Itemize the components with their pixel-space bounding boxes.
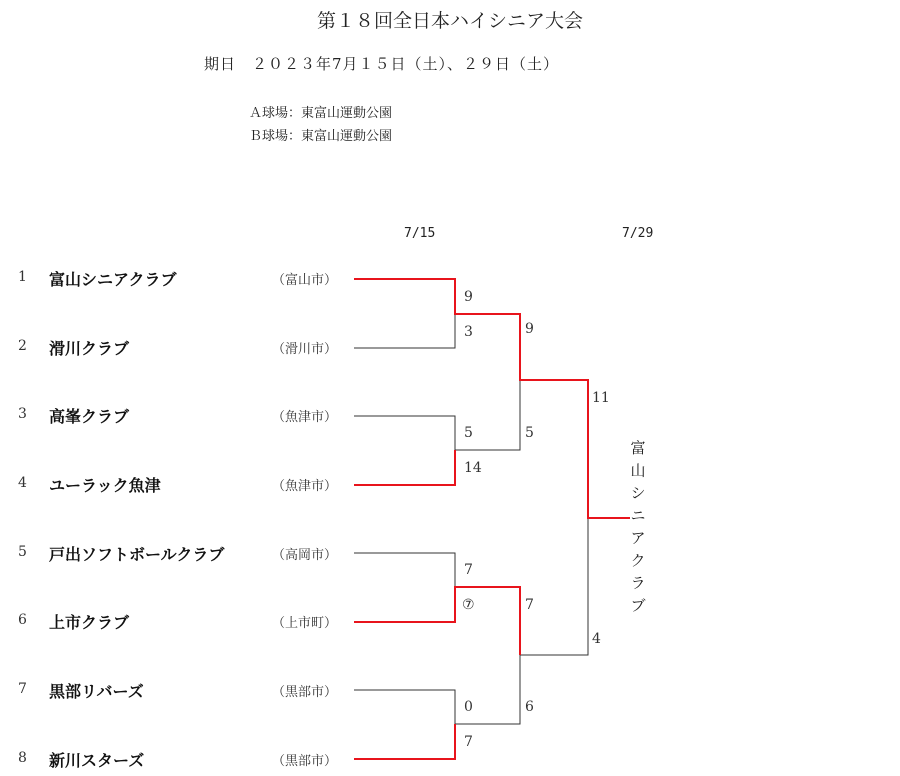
score-label: 5 [525,425,534,441]
score-label: 11 [592,390,610,406]
team-city: （上市町） [272,616,338,631]
bracket-line-win [354,279,630,518]
score-label: 0 [464,699,473,715]
score-label: 3 [464,324,473,340]
team-city: （魚津市） [272,479,338,494]
bracket-line [354,416,455,450]
team-name: 戸出ソフトボールクラブ [49,545,225,564]
team-seed: 4 [18,475,27,491]
bracket-line-win [354,587,520,655]
team-name: 黒部リバーズ [49,682,144,701]
bracket-line-win [354,724,455,759]
team-seed: 2 [18,338,27,354]
venue-b: Ｂ球場：東富山運動公園 [249,129,393,144]
round-date-1: 7/15 [404,226,436,241]
score-label: 9 [464,289,473,305]
team-city: （黒部市） [272,754,338,769]
bracket-line-win [354,450,455,485]
venue-a: Ａ球場：東富山運動公園 [249,106,393,121]
score-label: 5 [464,425,473,441]
score-label: 7 [464,562,473,578]
score-label: ⑦ [462,597,475,613]
team-name: 高峯クラブ [49,407,130,426]
score-label: 7 [525,597,534,613]
score-label: 14 [464,460,482,476]
score-label: 4 [592,631,601,647]
bracket-line [354,690,455,724]
team-city: （滑川市） [272,342,338,357]
score-label: 7 [464,734,473,750]
round-date-2: 7/29 [622,226,654,241]
tournament-dates: 期日 ２０２３年7月１５日（土）、２９日（土） [204,55,560,73]
bracket-lines-loser [354,314,588,724]
team-city: （黒部市） [272,685,338,700]
team-seed: 1 [18,269,27,285]
tournament-title: 第１８回全日本ハイシニア大会 [316,10,583,32]
champion-name: 富山シニアクラブ [630,439,646,615]
team-city: （高岡市） [272,548,338,563]
bracket-line [354,314,455,348]
team-seed: 5 [18,544,27,560]
team-name: 富山シニアクラブ [49,270,177,289]
team-city: （魚津市） [272,410,338,425]
team-name: ユーラック魚津 [49,476,161,495]
team-name: 滑川クラブ [49,339,130,358]
bracket-line [354,553,455,587]
team-seed: 6 [18,612,27,628]
score-label: 6 [525,699,534,715]
bracket-line [520,518,588,655]
team-name: 新川スターズ [49,751,145,770]
team-city: （富山市） [272,273,338,288]
team-name: 上市クラブ [49,613,130,632]
bracket-lines-winner [354,279,630,759]
team-seed: 7 [18,681,27,697]
score-label: 9 [525,321,534,337]
team-seed: 8 [18,750,27,766]
team-seed: 3 [18,406,27,422]
